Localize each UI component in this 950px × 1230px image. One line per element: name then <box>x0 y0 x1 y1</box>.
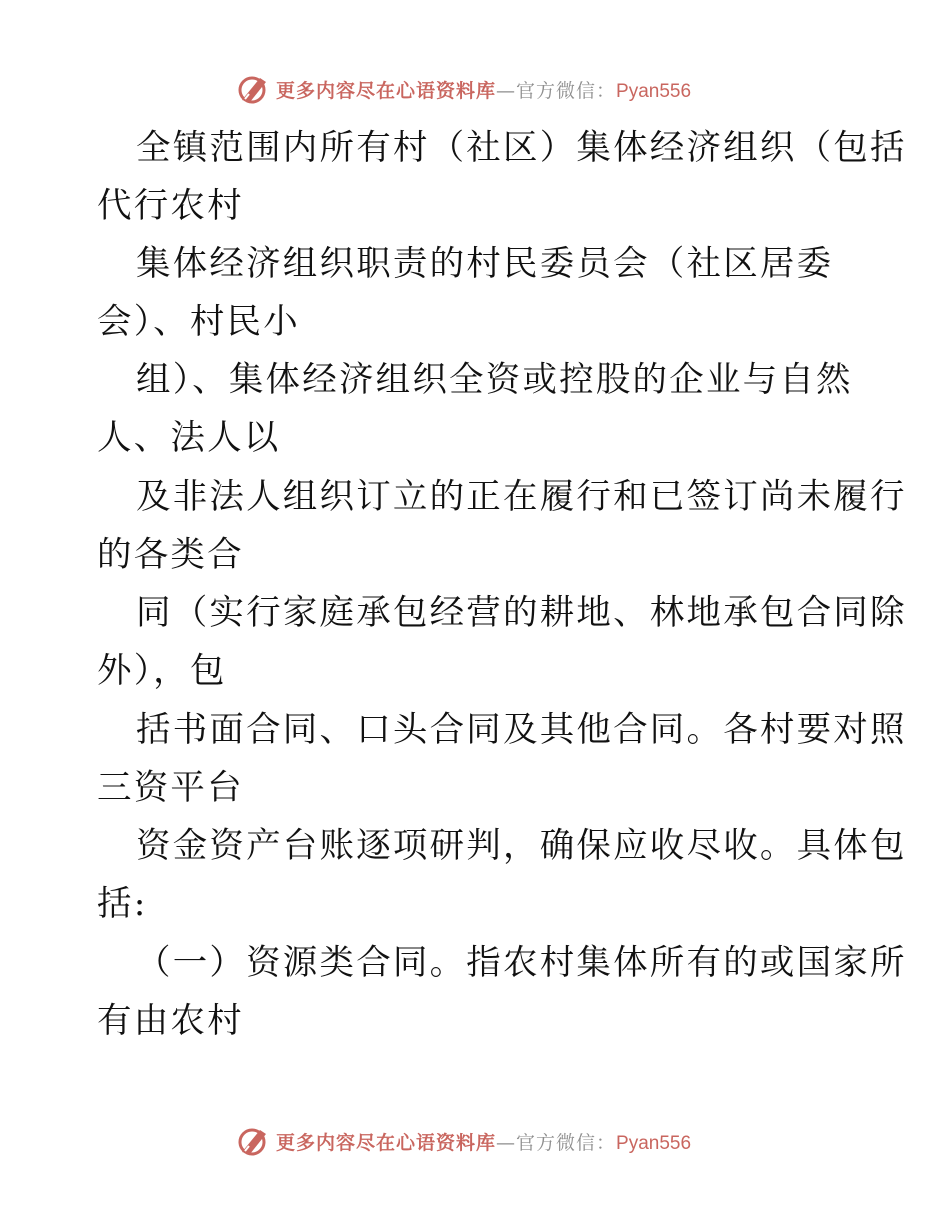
paragraph-line: 集体经济组织职责的村民委员会（社区居委 <box>136 244 834 284</box>
paragraph-line: 同（实行家庭承包经营的耕地、林地承包合同除 <box>136 593 907 633</box>
paragraph-line: 括书面合同、口头合同及其他合同。各村要对照 <box>136 710 907 750</box>
watermark-site: 更多内容尽在心语资料库 <box>276 1131 497 1154</box>
watermark-footer <box>236 1124 691 1158</box>
pen-logo-icon <box>236 1124 270 1158</box>
paragraph-line: 全镇范围内所有村（社区）集体经济组织（包括 <box>136 128 907 168</box>
paragraph-line: 外），包 <box>97 651 227 691</box>
watermark-dash: — <box>496 1131 517 1154</box>
watermark-text <box>276 1128 691 1155</box>
watermark-label: 官方微信： <box>516 1131 617 1154</box>
paragraph-line: 括: <box>97 884 148 924</box>
paragraph-line: 的各类合 <box>97 535 244 575</box>
paragraph-line: 资金资产台账逐项研判，确保应收尽收。具体包 <box>136 826 907 866</box>
paragraph-line: 代行农村 <box>97 186 244 226</box>
paragraph-line: （一）资源类合同。指农村集体所有的或国家所 <box>136 943 907 983</box>
paragraph-line: 组）、集体经济组织全资或控股的企业与自然 <box>136 360 853 400</box>
paragraph-line: 三资平台 <box>97 768 244 808</box>
watermark-site: 更多内容尽在心语资料库 <box>276 79 497 102</box>
paragraph-line: 会）、村民小 <box>97 302 300 342</box>
watermark-label: 官方微信： <box>516 79 617 102</box>
watermark-id: Pyan556 <box>616 80 692 102</box>
paragraph-line: 有由农村 <box>97 1001 244 1041</box>
paragraph-line: 人、法人以 <box>97 418 281 458</box>
paragraph-line: 及非法人组织订立的正在履行和已签订尚未履行 <box>136 477 907 517</box>
watermark-id: Pyan556 <box>616 1132 692 1154</box>
watermark-dash: — <box>496 79 517 102</box>
